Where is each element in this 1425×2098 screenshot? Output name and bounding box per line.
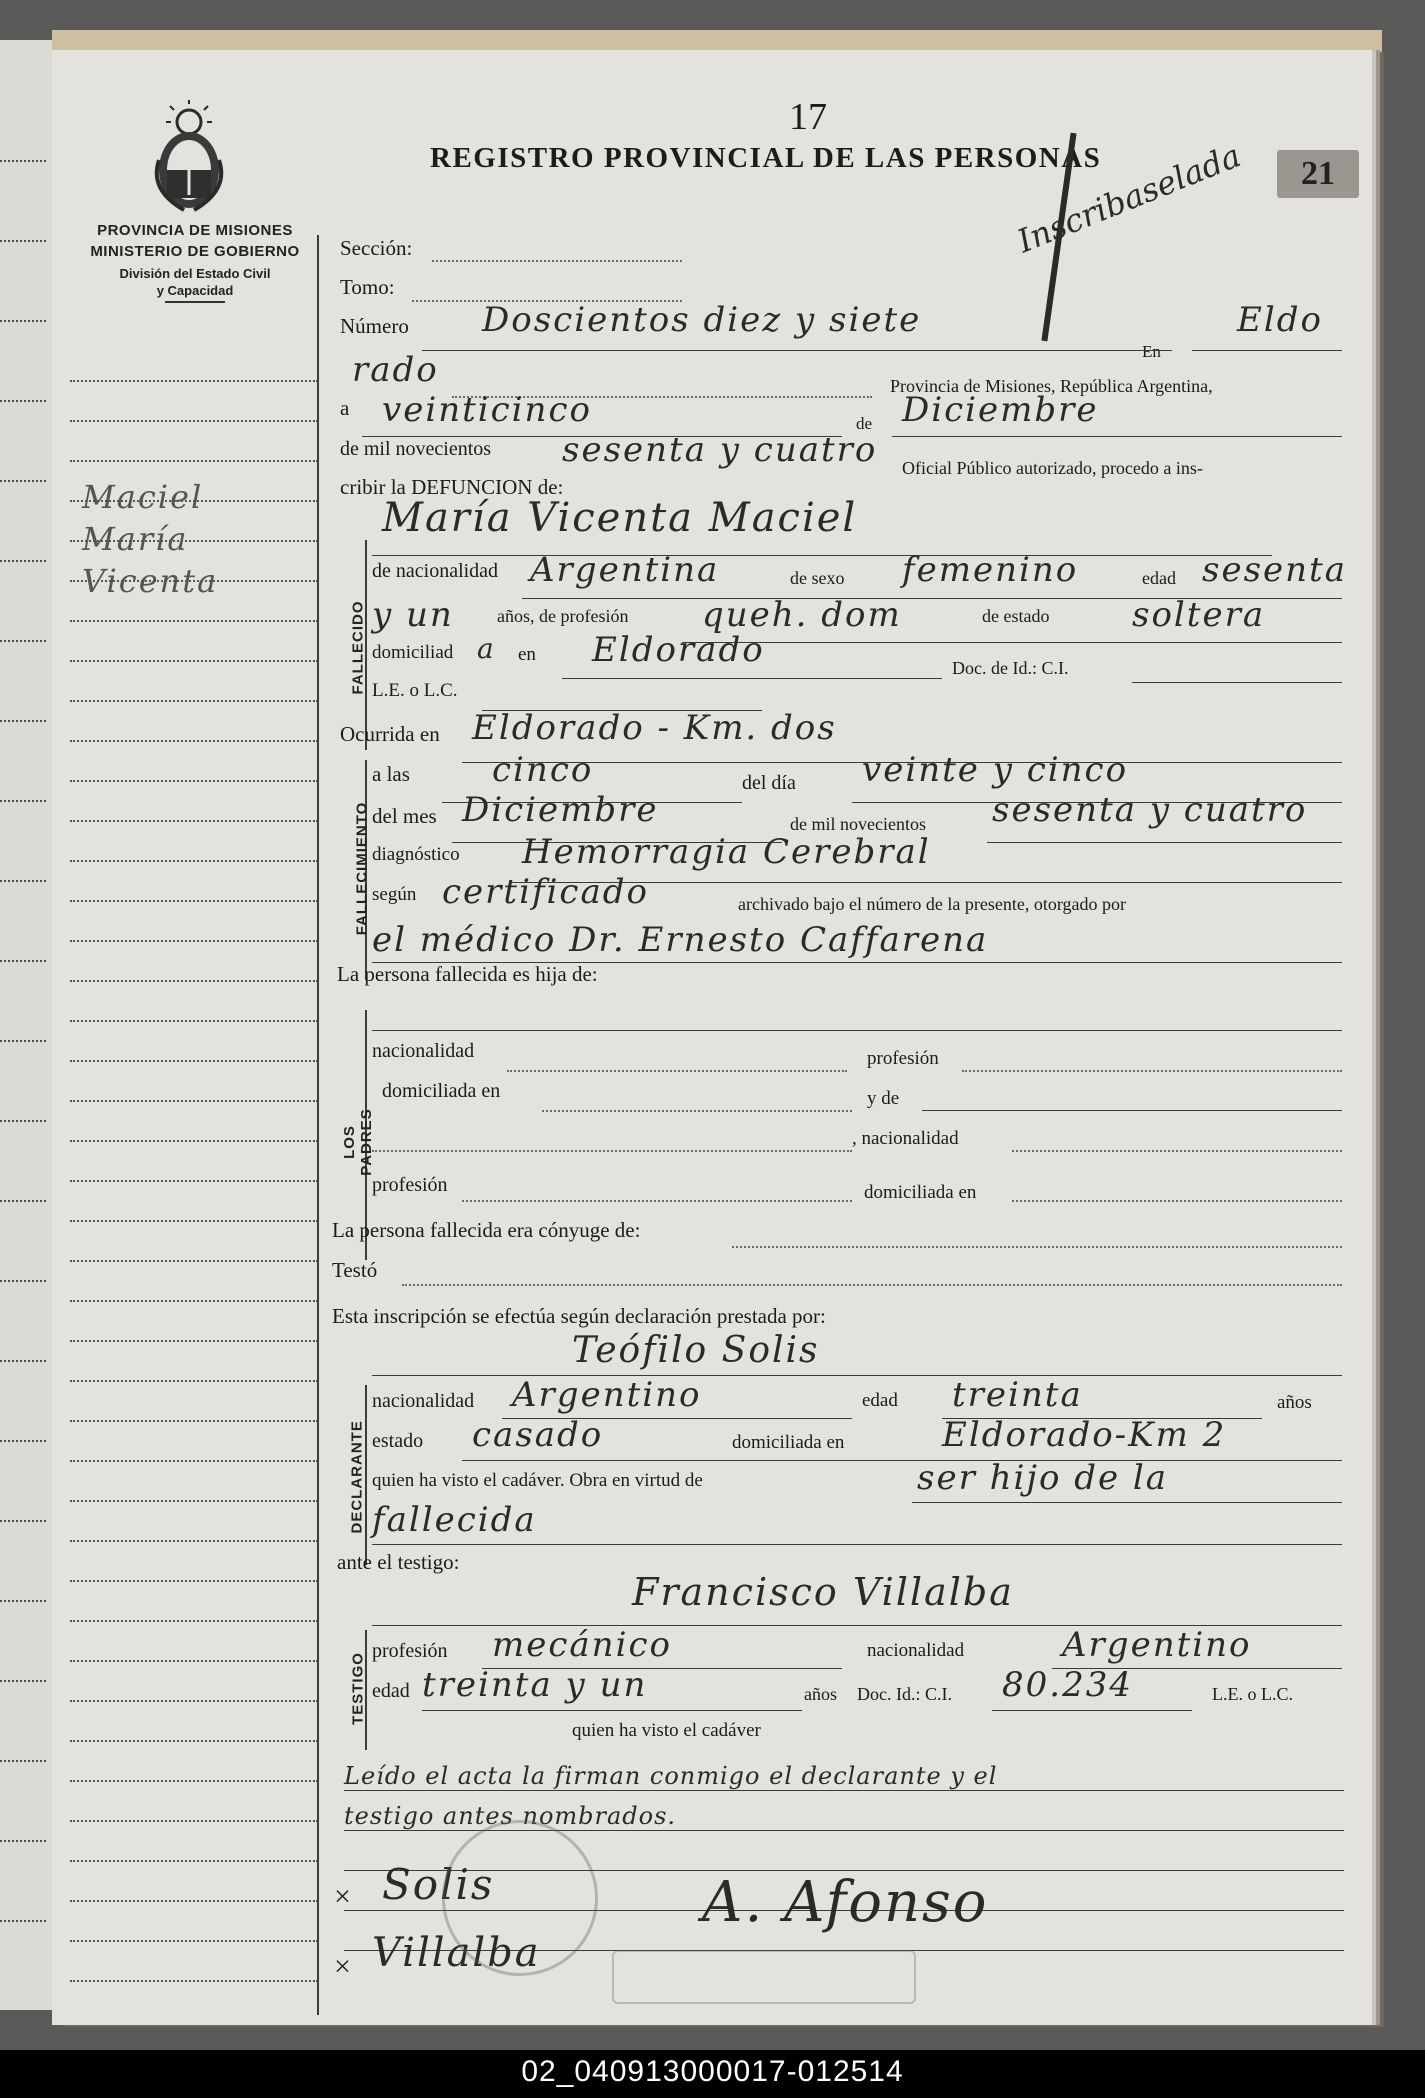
signature-x-mark: × (334, 1950, 351, 1983)
number-label: Número (340, 314, 409, 338)
declarant-domicile-label: domiciliada en (732, 1432, 845, 1453)
spouse-label: La persona fallecida era cónyuge de: (332, 1218, 641, 1242)
death-month-handwritten: Diciembre (462, 790, 659, 830)
day-handwritten: veinticinco (382, 390, 592, 430)
closing-handwritten-2: testigo antes nombrados. (344, 1802, 677, 1830)
issuer-line: MINISTERIO DE GOBIERNO (90, 243, 300, 260)
deceased-name-handwritten: María Vicenta Maciel (382, 495, 858, 541)
domicile-handwritten: Eldorado (592, 630, 765, 670)
margin-note-line: María (82, 520, 189, 558)
profession-label: años, de profesión (497, 606, 629, 626)
diagnosis-label: diagnóstico (372, 844, 460, 865)
month-of-label: del mes (372, 804, 437, 828)
mother-nationality-label: , nacionalidad (852, 1128, 959, 1149)
declarant-age-label: edad (862, 1390, 898, 1411)
margin-note-line: Vicenta (82, 562, 219, 600)
archived-label: archivado bajo el número de la presente, otorgado por (738, 894, 1127, 914)
declarant-capacity-handwritten-2: fallecida (372, 1500, 537, 1540)
daughter-of-label: La persona fallecida es hija de: (337, 962, 598, 986)
age-handwritten-2: y un (372, 595, 454, 635)
profession-handwritten: queh. dom (702, 595, 902, 635)
witness-label: ante el testigo: (337, 1550, 460, 1574)
father-domicile-label: domiciliada en (382, 1080, 501, 1102)
death-year-label: de mil novecientos (790, 814, 926, 834)
issuer-line: PROVINCIA DE MISIONES (97, 222, 293, 239)
death-year-handwritten: sesenta y cuatro (992, 790, 1308, 830)
margin-divider (317, 235, 319, 2015)
section-label-death: FALLECIMIENTO (353, 801, 371, 936)
id-doc-label: Doc. de Id.: C.I. (952, 658, 1069, 678)
declarant-name-handwritten: Teófilo Solis (572, 1330, 820, 1371)
page-number: 17 (789, 96, 827, 138)
sex-handwritten: femenino (902, 550, 1079, 590)
declaration-label: Esta inscripción se efectúa según declaración prestada por: (332, 1304, 826, 1328)
margin-note-line: Maciel (82, 478, 204, 516)
entry-number-tab (1277, 150, 1359, 198)
section-label-deceased: FALLECIDO (349, 600, 367, 695)
official-seal-icon (442, 1820, 598, 1976)
official-signature: A. Afonso (702, 1870, 989, 1935)
declarant-domicile-handwritten: Eldorado-Km 2 (942, 1415, 1227, 1455)
witness-age-label: edad (372, 1680, 410, 1702)
witness-seen-label: quien ha visto el cadáver (572, 1720, 761, 1741)
mother-profession-label: profesión (372, 1174, 448, 1196)
witness-profession-label: profesión (372, 1640, 448, 1662)
witness-id-handwritten: 80.234 (1002, 1665, 1133, 1705)
declarant-seen-label: quien ha visto el cadáver. Obra en virtud de (372, 1470, 703, 1491)
father-profession-label: profesión (867, 1048, 939, 1069)
civil-state-label: de estado (982, 606, 1050, 626)
according-label: según (372, 884, 417, 905)
declarant-state-handwritten: casado (472, 1415, 604, 1455)
civil-state-handwritten: soltera (1132, 595, 1266, 635)
issuer-block (70, 222, 320, 303)
age-label: edad (1142, 568, 1176, 588)
declarant-capacity-handwritten-1: ser hijo de la (917, 1458, 1169, 1498)
and-of-label: y de (867, 1088, 900, 1109)
hour-handwritten: cinco (492, 750, 594, 790)
witness-nationality-label: nacionalidad (867, 1640, 965, 1661)
section-label-witness: TESTIGO (349, 1652, 367, 1725)
declarant-signature: Solis (382, 1860, 495, 1909)
en-label: En (1142, 342, 1161, 361)
witness-le-lc-label: L.E. o L.C. (1212, 1684, 1293, 1704)
register-page (52, 50, 1372, 2025)
witness-doc-label: Doc. Id.: C.I. (857, 1684, 952, 1704)
occurred-label: Ocurrida en (340, 722, 440, 746)
witness-years-label: años (804, 1684, 837, 1704)
year-label: de mil novecientos (340, 438, 492, 460)
year-handwritten: sesenta y cuatro (562, 430, 878, 470)
de-label: de (856, 414, 873, 433)
declarant-years-label: años (1277, 1392, 1312, 1413)
issuer-line: y Capacidad (156, 283, 234, 298)
domicile-label: domiciliad (372, 642, 454, 663)
declarant-nationality-label: nacionalidad (372, 1390, 475, 1412)
witness-age-handwritten: treinta y un (422, 1665, 648, 1705)
section-label-parents: LOS PADRES (341, 1108, 375, 1176)
witness-name-handwritten: Francisco Villalba (632, 1570, 1014, 1614)
nationality-handwritten: Argentina (530, 550, 720, 590)
declarant-nationality-handwritten: Argentino (512, 1375, 702, 1415)
place-handwritten-2: rado (352, 350, 439, 390)
inscribe-label: cribir la DEFUNCION de: (340, 475, 564, 499)
nationality-label: de nacionalidad (372, 560, 499, 582)
official-label: Oficial Público autorizado, procedo a ins- (902, 458, 1203, 478)
according-handwritten: certificado (442, 872, 649, 912)
death-day-handwritten: veinte y cinco (862, 750, 1129, 790)
domicile-suffix-handwritten: a (477, 632, 496, 665)
declarant-state-label: estado (372, 1430, 424, 1452)
diagnosis-handwritten: Hemorragia Cerebral (522, 832, 931, 872)
number-handwritten: Doscientos diez y siete (482, 300, 922, 340)
occurred-handwritten: Eldorado - Km. dos (472, 708, 837, 748)
signature-x-mark: × (334, 1880, 351, 1913)
closing-handwritten-1: Leído el acta la firman conmigo el declarante y el (344, 1762, 998, 1790)
section-label-declarant: DECLARANTE (348, 1420, 366, 1534)
witness-signature: Villalba (372, 1930, 541, 1976)
registry-stamp-icon (612, 1950, 916, 2004)
page-title: REGISTRO PROVINCIAL DE LAS PERSONAS (430, 142, 1102, 174)
image-id-caption: 02_040913000017-012514 (521, 2055, 904, 2088)
day-of-label: del día (742, 772, 796, 794)
place-handwritten-1: Eldo (1237, 300, 1323, 340)
declarant-age-handwritten: treinta (952, 1375, 1083, 1415)
hour-label: a las (372, 762, 410, 786)
book-left-page (0, 40, 54, 2010)
father-nationality-label: nacionalidad (372, 1040, 475, 1062)
doctor-handwritten: el médico Dr. Ernesto Caffarena (372, 920, 989, 960)
age-handwritten-1: sesenta (1202, 550, 1347, 590)
mother-domicile-label: domiciliada en (864, 1182, 977, 1203)
a-label: a (340, 396, 350, 420)
month-handwritten: Diciembre (902, 390, 1099, 430)
section-label: Sección: (340, 236, 413, 260)
witness-profession-handwritten: mecánico (492, 1625, 672, 1665)
sex-label: de sexo (790, 568, 845, 588)
province-label: Provincia de Misiones, República Argentina, (890, 376, 1213, 396)
will-label: Testó (332, 1258, 378, 1282)
volume-label: Tomo: (340, 275, 395, 299)
entry-number: 21 (1301, 155, 1335, 192)
le-lc-label: L.E. o L.C. (372, 680, 458, 701)
domicile-en-label: en (518, 644, 536, 665)
inscription-stamp-handwritten: Inscribaselada (1012, 136, 1246, 261)
coat-of-arms-icon (144, 100, 234, 215)
issuer-line: División del Estado Civil (119, 266, 271, 281)
witness-nationality-handwritten: Argentino (1062, 1625, 1252, 1665)
